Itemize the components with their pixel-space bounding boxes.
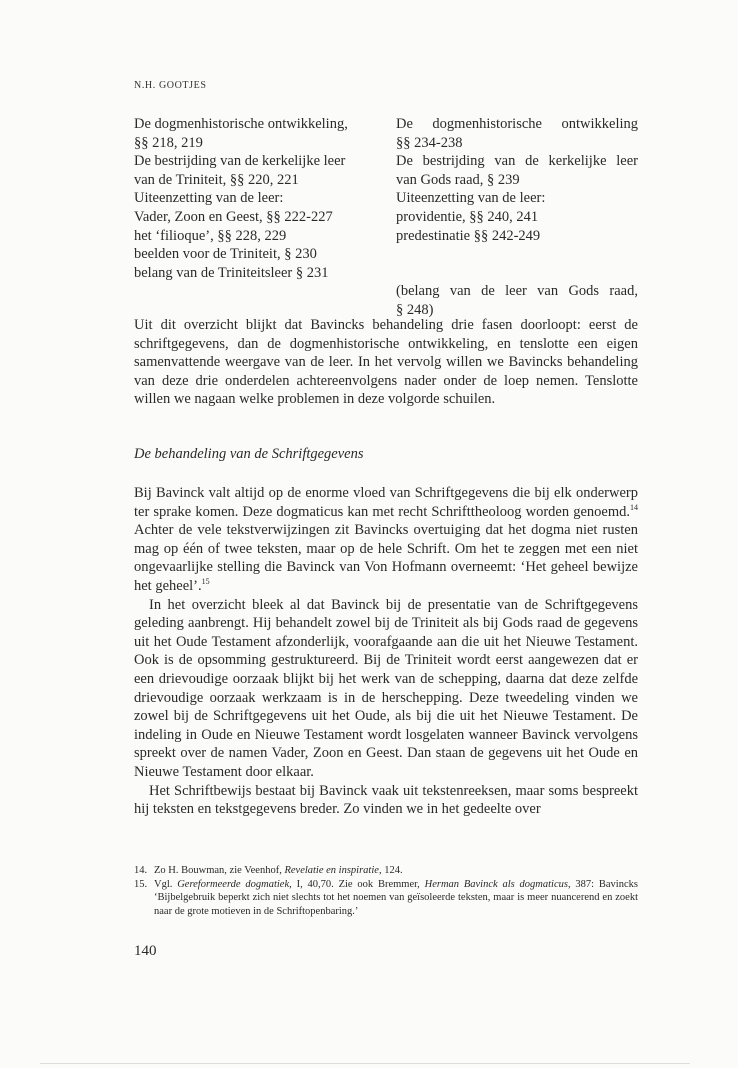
footnote-ref-15: 15 (201, 577, 210, 587)
right-line: providentie, §§ 240, 241 (396, 208, 539, 225)
page-number: 140 (134, 943, 157, 959)
left-line: §§ 218, 219 (134, 134, 203, 151)
left-line: het ‘filioque’, §§ 228, 229 (134, 227, 287, 244)
footnotes (134, 864, 638, 918)
footnote-part: , 124. (378, 865, 403, 876)
footnote-number: 15. (134, 878, 148, 890)
section-heading: De behandeling van de Schriftgegevens (134, 446, 364, 462)
left-line: De dogmenhistorische ontwikkeling, (134, 116, 348, 132)
right-line: §§ 234-238 (396, 134, 463, 151)
right-note-line: (belang van de leer van Gods raad, (396, 283, 638, 299)
footnote-title: Herman Bavinck als dogmaticus (424, 878, 568, 890)
footnote-part: Zo H. Bouwman, zie Veenhof, (154, 865, 285, 876)
footnote-title: Gereformeerde dogmatiek (177, 878, 290, 890)
right-line: De bestrijding van de kerkelijke leer (396, 153, 638, 170)
footnote-text (154, 878, 638, 919)
left-line: Uiteenzetting van de leer: (134, 190, 284, 207)
paragraph-schriftgegevens (134, 484, 638, 596)
right-note-line: § 248) (396, 301, 434, 318)
footnote-title: Revelatie en inspiratie (284, 865, 379, 876)
left-line: beelden voor de Triniteit, § 230 (134, 246, 317, 263)
right-line: predestinatie §§ 242-249 (396, 227, 541, 244)
scan-edge-divider (40, 1063, 690, 1064)
footnote-number: 14. (134, 865, 148, 876)
right-column (396, 115, 638, 318)
paragraph-schriftbewijs: Het Schriftbewijs bestaat bij Bavinck vaak uit tekstenreeksen, maar soms bespreekt hij teksten en tekstgegevens breder. Zo vinden we in het gedeelte over (134, 782, 638, 818)
left-line: De bestrijding van de kerkelijke leer (134, 153, 346, 170)
footnote-14 (134, 864, 638, 878)
paragraph-text: Achter de vele tekstverwijzingen zit Bavincks overtuiging dat het dogma niet rusten mag op één of twee teksten, maar op de hele Schrift. Om het te zeggen met een niet ongevaarlijke stelling die Bavinck van Von Hofmann overneemt: ‘Het geheel bewijze het geheel’. (134, 522, 638, 594)
footnote-text (154, 864, 638, 878)
paragraph-overview: Uit dit overzicht blijkt dat Bavincks behandeling drie fasen doorloopt: eerst de schriftgegevens, dan de dogmenhistorische ontwikkeling, en tenslotte een eigen samenvattende weergave van de leer. In het vervolg willen we Bavincks behandeling van deze drie onderdelen achtereenvolgens nader onder de loep nemen. Tenslotte willen we nagaan welke problemen in deze volgorde schuilen. (134, 317, 638, 408)
running-header: N.H. GOOTJES (134, 80, 207, 91)
footnote-part: , 387: Bavincks ‘Bijbelgebruik beperkt zich niet slechts tot het noemen van geïsoleerde teksten, maar is meer nuancerend en zoekt naar de grote motieven in de Schriftopenbaring.’ (154, 878, 638, 917)
right-note (396, 282, 638, 319)
left-line: Vader, Zoon en Geest, §§ 222-227 (134, 208, 333, 225)
body-paragraph (134, 316, 638, 409)
right-line: Uiteenzetting van de leer: (396, 190, 546, 207)
footnote-15 (134, 878, 638, 919)
right-line: De dogmenhistorische ontwikkeling (396, 116, 638, 132)
left-line: belang van de Triniteitsleer § 231 (134, 264, 329, 281)
paragraph-text: Bij Bavinck valt altijd op de enorme vloed van Schriftgegevens die bij elk onderwerp ter sprake komen. Deze dogmaticus kan met recht Schrifttheoloog worden genoemd. (134, 485, 638, 520)
paragraph-geleding: In het overzicht bleek al dat Bavinck bij de presentatie van de Schriftgegevens geleding aanbrengt. Hij behandelt zowel bij de Triniteit als bij Gods raad de gegevens uit het Oude Testament afzonderlijk, voorafgaande aan die uit het Nieuwe Testament. Ook is de opsomming gestruktureerd. Bij de Triniteit wordt eerst aangewezen dat er een drievoudige oorzaak blijkt bij het werk van de schepping, daarna dat deze zelfde drievoudige oorzaak werkzaam is in de herschepping. Deze tweedeling vinden we zowel bij de Schriftgegevens uit het Oude, als bij die uit het Nieuwe Testament. De indeling in Oude en Nieuwe Testament wordt losgelaten wanneer Bavinck vervolgens spreekt over de namen Vader, Zoon en Geest. Dan staan de gegevens uit het Oude en Nieuwe Testament door elkaar. (134, 596, 638, 780)
body-section (134, 484, 638, 819)
footnote-part: Vgl. (154, 878, 178, 890)
left-column (134, 115, 374, 282)
footnote-ref-14: 14 (630, 502, 638, 512)
left-line: van de Triniteit, §§ 220, 221 (134, 171, 299, 188)
footnote-part: , I, 40,70. Zie ook Bremmer, (289, 878, 425, 890)
right-line: van Gods raad, § 239 (396, 171, 520, 188)
